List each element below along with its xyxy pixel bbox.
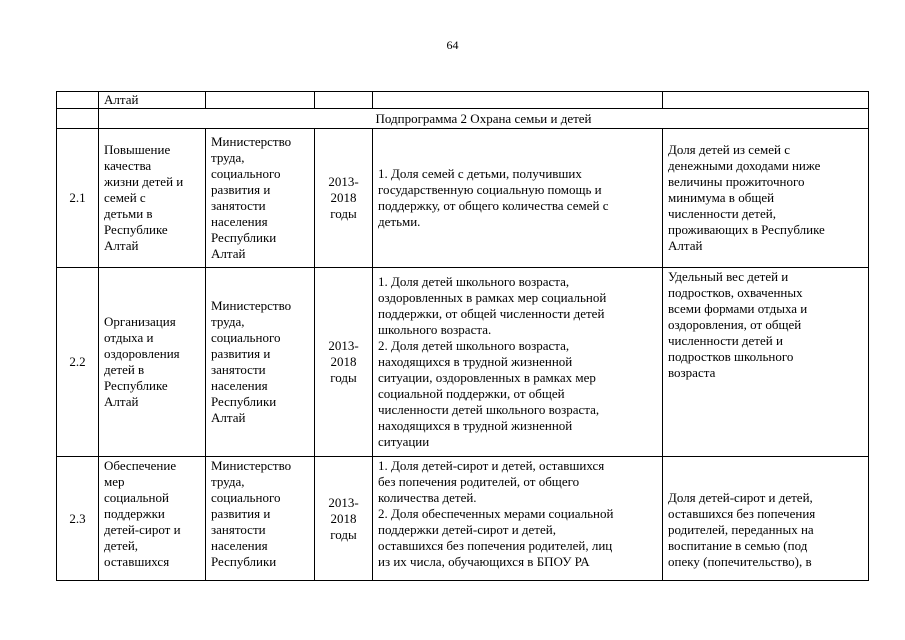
executor-text: Министерство труда, социального развития и занятости населения Республики Алтай [211,298,292,425]
measure-name-cell [99,268,206,457]
row-number-cell [57,109,99,129]
table-row [57,457,869,581]
measure-name-cell: Алтай [99,92,206,109]
executor-cell [206,92,315,109]
target-indicator-text: Удельный вес детей и подростков, охваченных всеми формами отдыха и оздоровления, от общей численности детей и подростков школьного возраста [668,269,808,380]
indicators-cell [373,457,663,581]
row-number-cell: 2.3 [57,457,99,581]
row-number-cell [57,92,99,109]
executor-cell [206,129,315,268]
target-indicator-cell [663,268,869,457]
indicators-text: 1. Доля детей-сирот и детей, оставшихся без попечения родителей, от общего количества детей. 2. Доля обеспеченных мерами социальной поддержки детей-сирот и детей, оставшихся без попечения родителей, лиц из их числа, обучающихся в БПОУ РА [378,458,614,569]
target-indicator-cell [663,129,869,268]
indicators-cell [373,268,663,457]
target-indicator-cell [663,457,869,581]
years-cell [315,268,373,457]
measure-name-cell [99,457,206,581]
target-indicator-text: Доля детей из семей с денежными доходами ниже величины прожиточного минимума в общей численности детей, проживающих в Республике Алтай [668,142,825,253]
target-indicator-text: Доля детей-сирот и детей, оставшихся без попечения родителей, переданных на воспитание в семью (под опеку (попечительство), в [668,490,816,569]
years-cell [315,129,373,268]
program-table [56,91,869,581]
row-number-cell: 2.1 [57,129,99,268]
target-indicator-cell [663,92,869,109]
years-cell [315,457,373,581]
years-cell [315,92,373,109]
subprogram-row [57,109,869,129]
years-text: 2013- 2018 годы [328,338,359,385]
indicators-cell [373,92,663,109]
row-number-cell: 2.2 [57,268,99,457]
table-row [57,92,869,109]
measure-name-text: Организация отдыха и оздоровления детей в Республике Алтай [104,314,180,409]
years-text: 2013- 2018 годы [328,494,359,542]
measure-name-text: Обеспечение мер социальной поддержки детей-сирот и детей, оставшихся [104,458,181,569]
executor-cell [206,457,315,581]
subprogram-title: Подпрограмма 2 Охрана семьи и детей [99,109,869,129]
indicators-cell [373,129,663,268]
table-row [57,129,869,268]
executor-text: Министерство труда, социального развития и занятости населения Республики [211,458,292,569]
executor-text: Министерство труда, социального развития и занятости населения Республики Алтай [211,134,292,261]
measure-name-text: Повышение качества жизни детей и семей с детьми в Республике Алтай [104,142,184,253]
page-number: 64 [446,38,459,52]
table-row [57,268,869,457]
measure-name-cell [99,129,206,268]
indicators-text: 1. Доля семей с детьми, получивших государственную социальную помощь и поддержку, от общего количества семей с детьми. [378,166,609,229]
executor-cell [206,268,315,457]
years-text: 2013- 2018 годы [328,174,359,221]
indicators-text: 1. Доля детей школьного возраста, оздоровленных в рамках мер социальной поддержки, от общей численности детей школьного возраста. 2. Доля детей школьного возраста, находящихся в трудной жизненной ситуации, оздоровленных в рамках мер социальной поддержки, от общей численности детей школьного возраста, находящихся в трудной жизненной ситуации [378,274,607,449]
